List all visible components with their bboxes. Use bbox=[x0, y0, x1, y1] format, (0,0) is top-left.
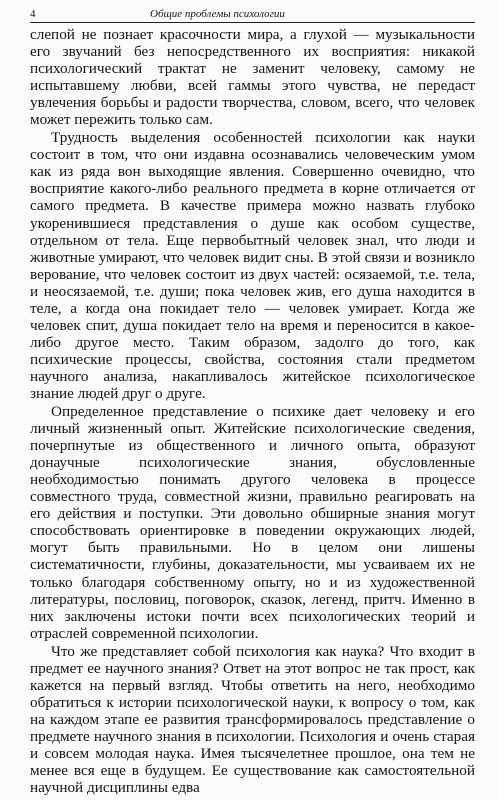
running-header bbox=[30, 8, 475, 23]
page-number: 4 bbox=[30, 8, 36, 20]
running-title: Общие проблемы психологии bbox=[150, 8, 285, 20]
paragraph: Что же представляет собой психология как наука? Что входит в предмет ее научного знания? Ответ на этот вопрос не так прост, как кажется на первый взгляд. Чтобы ответить на него, необходимо обратиться к истории психологической науки, к вопросу о том, как на каждом этапе ее развития трансформировалось представление о предмете научного знания в психологии. Психология и очень старая и совсем молодая наука. Имея тысячелетнее прошлое, она тем не менее вся еще в будущем. Ее существование как самостоятельной научной дисциплины едва bbox=[30, 642, 475, 797]
paragraph-continuation: слепой не познает красочности мира, а глухой — музыкальности его звучаний без непосредственного их восприятия: никакой психологический трактат не заменит человеку, самому не испытавшему любви, всей гаммы этого чувства, не передаст увлечения борьбы и радости творчества, словом, всего, что человек может пережить только сам. bbox=[30, 26, 475, 129]
paragraph: Трудность выделения особенностей психологии как науки состоит в том, что они издавна осознавались человеческим умом как из ряда вон выходящие явления. Совершенно очевидно, что восприятие какого-либо реального предмета в корне отличается от самого предмета. В качестве примера можно назвать глубоко укоренившиеся представления о душе как особом существе, отдельном от тела. Еще первобытный человек знал, что люди и животные умирают, что человек видит сны. В этой связи и возникло верование, что человек состоит из двух частей: осязаемой, т.е. тела, и неосязаемой, т.е. души; пока человек жив, его душа находится в теле, а когда она покидает тело — человек умирает. Когда же человек спит, душа покидает тело на время и переносится в какое-либо другое место. Таким образом, задолго до того, как психические процессы, свойства, состояния стали предметом научного анализа, накапливалось житейское психологическое знание людей друг о друге. bbox=[30, 129, 475, 402]
paragraph: Определенное представление о психике дает человеку и его личный жизненный опыт. Житейские психологические сведения, почерпнутые из общественного и личного опыта, образуют донаучные психологические знания, обусловленные необходимостью понимать другого человека в процессе совместного труда, совместной жизни, правильно реагировать на его действия и поступки. Эти довольно обширные знания могут способствовать ориентировке в поведении окружающих людей, могут быть правильными. Но в целом они лишены систематичности, глубины, доказательности, мы усваиваем их не только благодаря собственному опыту, но и из художественной литературы, пословиц, поговорок, сказок, легенд, притч. Именно в них заключены истоки почти всех психологических теорий и отраслей современной психологии. bbox=[30, 403, 475, 642]
page-body bbox=[30, 26, 475, 796]
